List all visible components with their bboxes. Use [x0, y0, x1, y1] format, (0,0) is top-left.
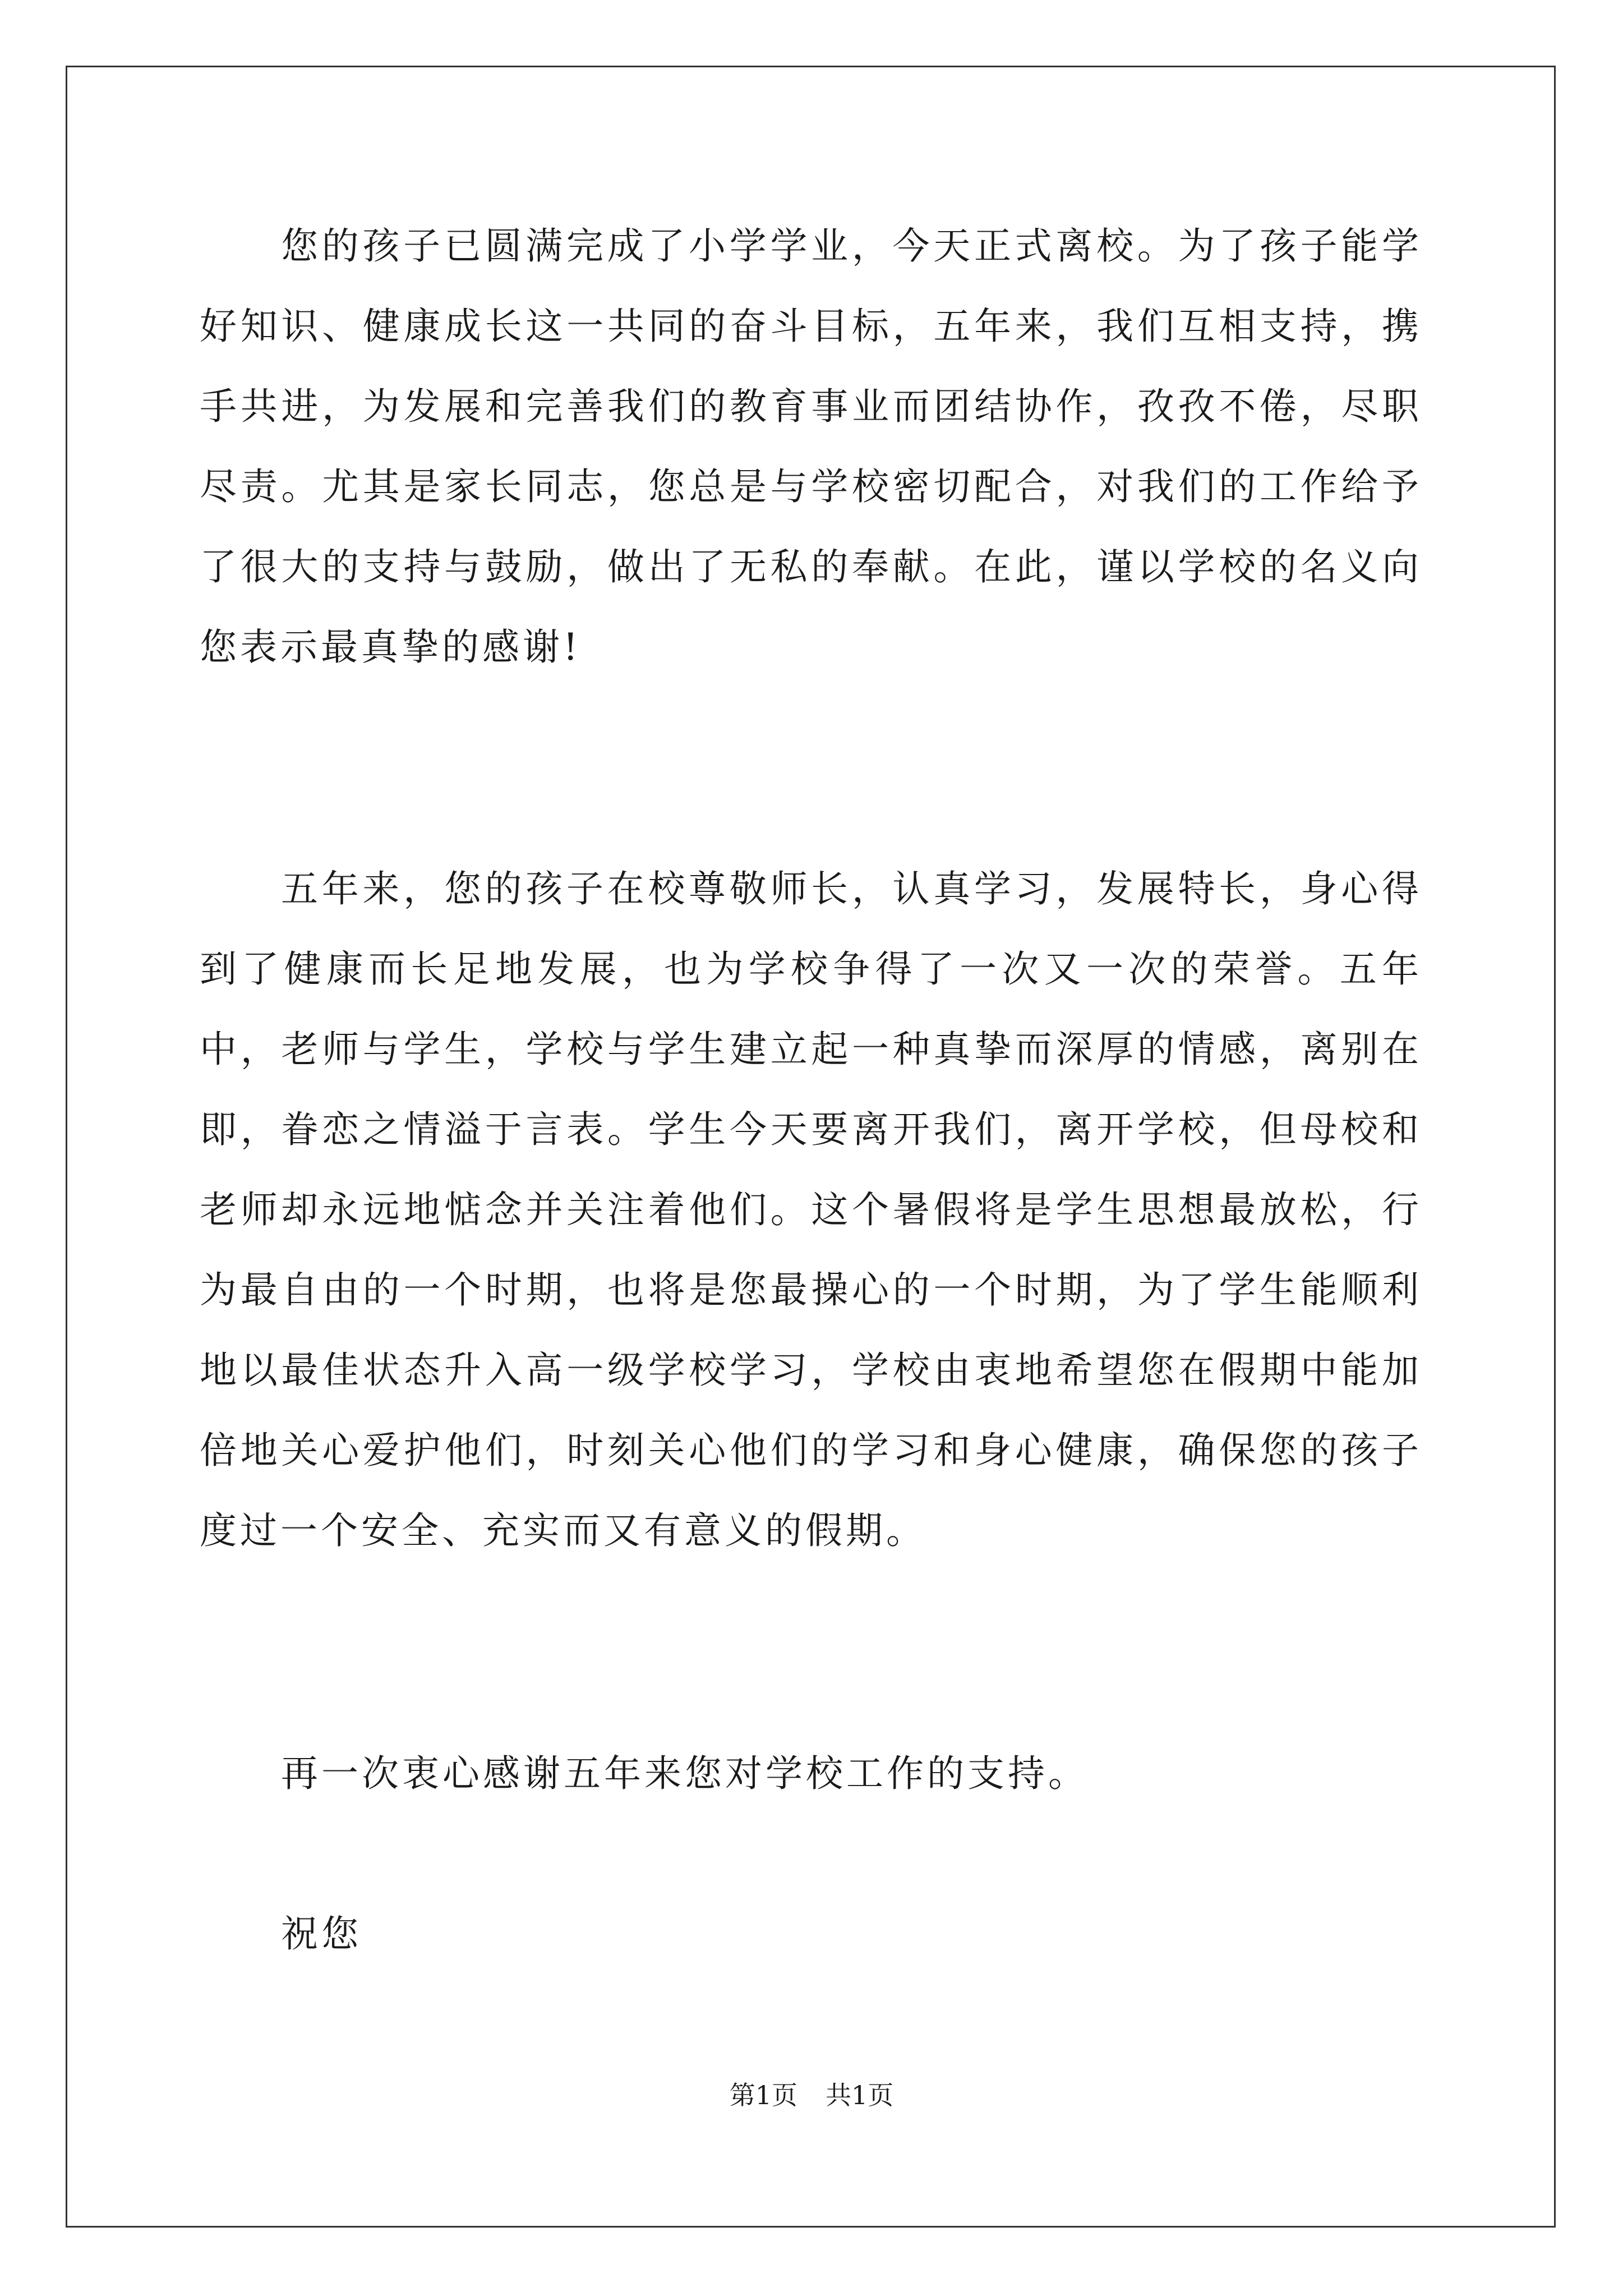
- paragraph-gratitude: 再一次衷心感谢五年来您对学校工作的支持。: [281, 1752, 1089, 1795]
- page-footer: [0, 2078, 1623, 2112]
- paragraph-five-years: 五年来，您的孩子在校尊敬师长，认真学习，发展特长，身心得到了健康而长足地发展，也为学校争得了一次又一次的荣誉。五年中，老师与学生，学校与学生建立起一种真挚而深厚的情感，离别在即，眷恋之情溢于言表。学生今天要离开我们，离开学校，但母校和老师却永远地惦念并关注着他们。这个暑假将是学生思想最放松，行为最自由的一个时期，也将是您最操心的一个时期，为了学生能顺利地以最佳状态升入高一级学校学习，学校由衷地希望您在假期中能加倍地关心爱护他们，时刻关心他们的学习和身心健康，确保您的孩子度过一个安全、充实而又有意义的假期。: [200, 867, 1422, 1552]
- paragraph-thanks: 您的孩子已圆满完成了小学学业，今天正式离校。为了孩子能学好知识、健康成长这一共同的奋斗目标，五年来，我们互相支持，携手共进，为发展和完善我们的教育事业而团结协作，孜孜不倦，尽职尽责。尤其是家长同志，您总是与学校密切配合，对我们的工作给予了很大的支持与鼓励，做出了无私的奉献。在此，谨以学校的名义向您表示最真挚的感谢!: [200, 224, 1422, 669]
- paragraph-wishes: 祝您: [281, 1912, 362, 1955]
- page-total: 共1页: [826, 2080, 894, 2110]
- page-number: 第1页: [729, 2080, 797, 2110]
